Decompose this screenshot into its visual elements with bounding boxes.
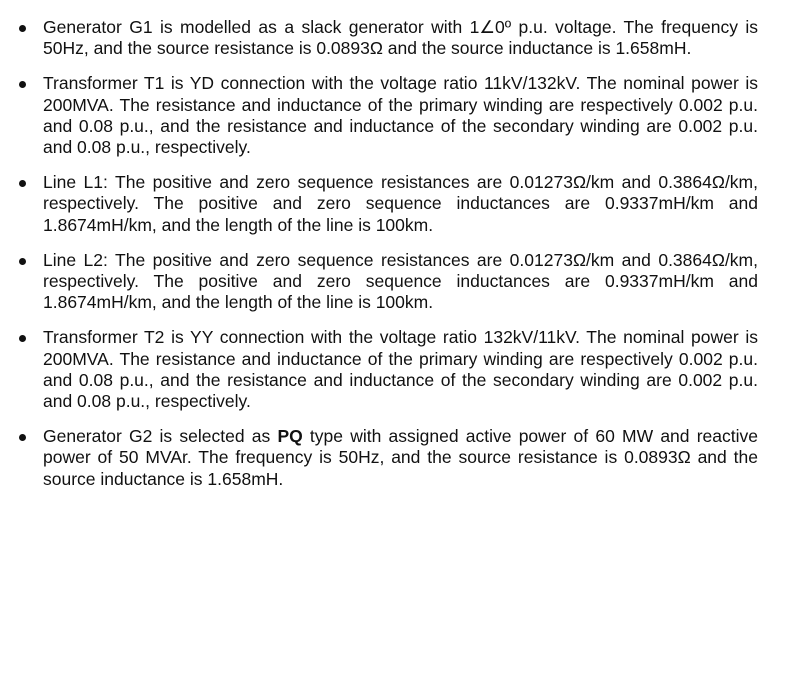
bullet-icon xyxy=(19,25,26,32)
item-text: Generator G1 is modelled as a slack generator with 1∠0º p.u. voltage. The frequency is 50Hz, and the source resistance is 0.0893Ω and the source inductance is 1.658mH. xyxy=(43,17,758,59)
bullet-icon xyxy=(19,180,26,187)
item-text-part: type with assigned active power of 60 MW and reactive power of 50 MVAr. The frequency is 50Hz, and the source resistance is 0.0893Ω and the source inductance is 1.658mH. xyxy=(43,426,758,489)
list-item-transformer-t1 xyxy=(15,73,758,158)
item-text-part: Generator G2 is selected as xyxy=(43,426,278,447)
bullet-list xyxy=(15,17,758,490)
item-text: Transformer T2 is YY connection with the voltage ratio 132kV/11kV. The nominal power is 200MVA. The resistance and inductance of the primary winding are respectively 0.002 p.u. and 0.08 p.u., and the resistance and inductance of the secondary winding are 0.002 p.u. and 0.08 p.u., respectively. xyxy=(43,327,758,412)
bullet-icon xyxy=(19,335,26,342)
list-item-transformer-t2 xyxy=(15,327,758,412)
list-item-generator-g2 xyxy=(15,426,758,490)
item-text: Line L1: The positive and zero sequence resistances are 0.01273Ω/km and 0.3864Ω/km, respectively. The positive and zero sequence inductances are 0.9337mH/km and 1.8674mH/km, and the length of the line is 100km. xyxy=(43,172,758,235)
bullet-icon xyxy=(19,258,26,265)
list-item-line-l2 xyxy=(15,250,758,314)
item-text-bold: PQ xyxy=(277,426,303,447)
item-text: Line L2: The positive and zero sequence resistances are 0.01273Ω/km and 0.3864Ω/km, respectively. The positive and zero sequence inductances are 0.9337mH/km and 1.8674mH/km, and the length of the line is 100km. xyxy=(43,249,758,313)
list-item-line-l1 xyxy=(15,172,758,236)
bullet-icon xyxy=(19,81,26,88)
item-text: Transformer T1 is YD connection with the voltage ratio 11kV/132kV. The nominal power is 200MVA. The resistance and inductance of the primary winding are respectively 0.002 p.u. and 0.08 p.u., and the resistance and inductance of the secondary winding are 0.002 p.u. and 0.08 p.u., respectively. xyxy=(43,73,758,158)
bullet-icon xyxy=(19,434,26,441)
list-item-generator-g1 xyxy=(15,17,758,59)
